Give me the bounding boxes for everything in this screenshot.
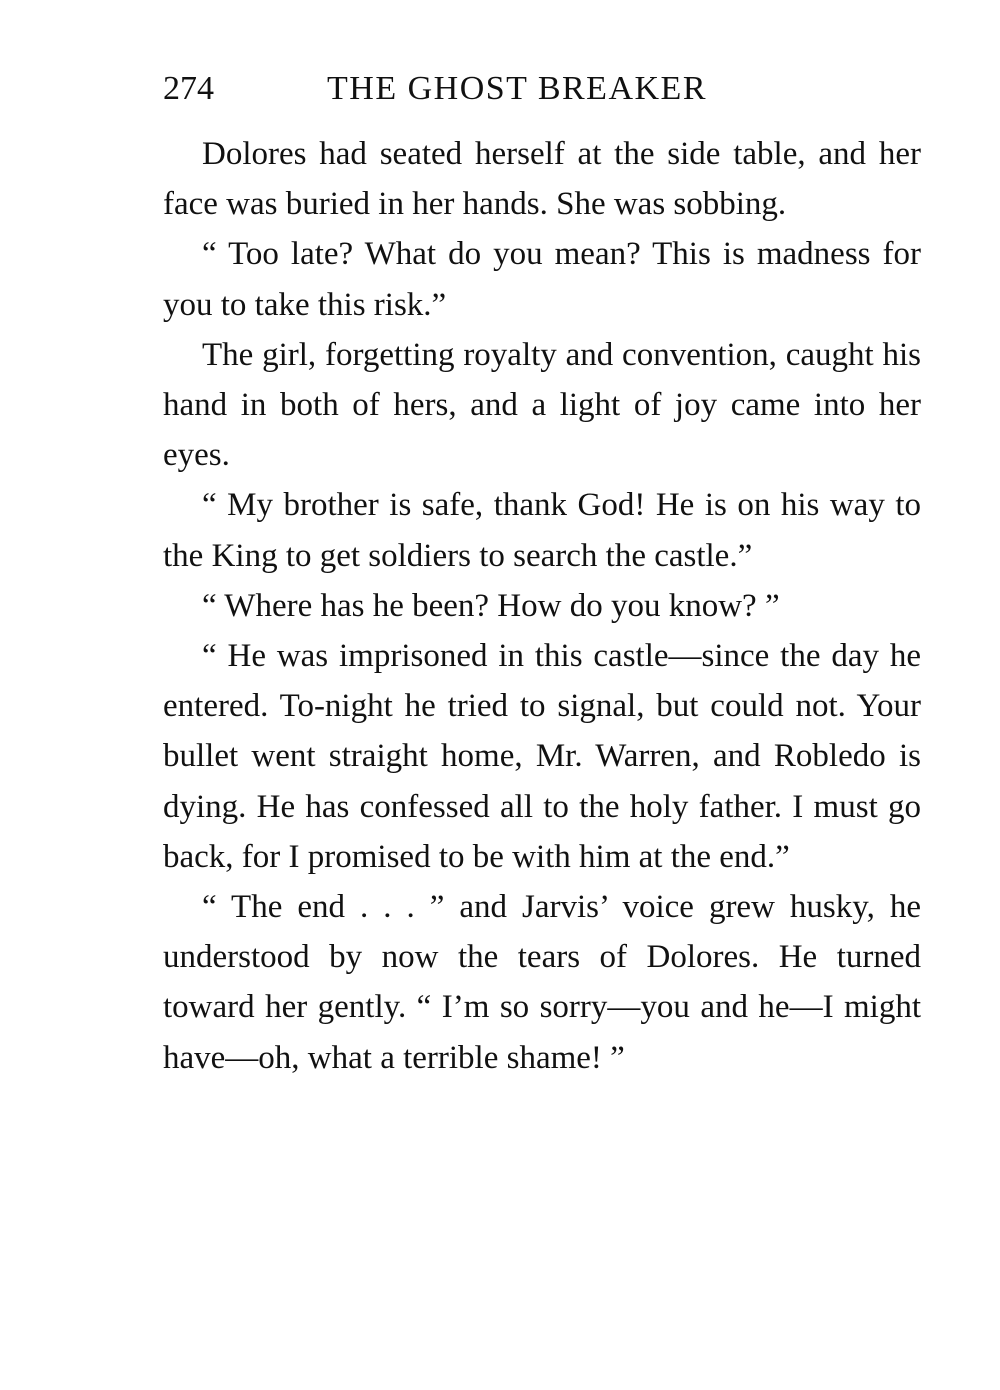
paragraph: “ My brother is safe, thank God! He is on his way to the King to get soldiers to search the castle.” bbox=[163, 487, 921, 574]
book-title: THE GHOST BREAKER bbox=[327, 70, 707, 107]
paragraph: “ He was imprisoned in this castle—since the day he entered. To-night he tried to signal, but could not. Your bullet went straight home, Mr. Warren, and Robledo is dying. He has confessed all to the holy father. I must go back, for I promised to be with him at the end.” bbox=[163, 638, 921, 875]
running-head bbox=[163, 64, 923, 114]
paragraph: “ Too late? What do you mean? This is madness for you to take this risk.” bbox=[163, 236, 921, 323]
paragraph: Dolores had seated herself at the side table, and her face was buried in her hands. She was sobbing. bbox=[163, 136, 921, 223]
body-text bbox=[163, 129, 921, 1083]
paragraph: “ Where has he been? How do you know? ” bbox=[202, 587, 780, 624]
paragraph: “ The end . . . ” and Jarvis’ voice grew husky, he understood by now the tears of Dolores. He turned toward her gently. “ I’m so sorry—you and he—I might have—oh, what a terrible shame! ” bbox=[163, 889, 921, 1076]
page-number: 274 bbox=[163, 70, 214, 107]
paragraph: The girl, forgetting royalty and convention, caught his hand in both of hers, and a light of joy came into her eyes. bbox=[163, 336, 921, 474]
